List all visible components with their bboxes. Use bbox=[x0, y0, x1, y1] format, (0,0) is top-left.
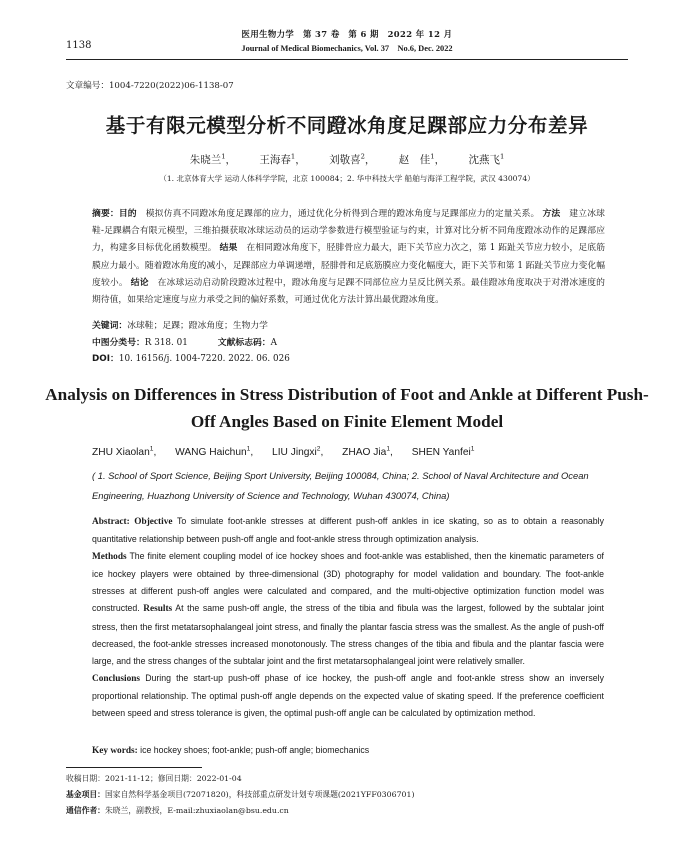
objective-cn: 模拟仿真不同蹬冰角度足踝部的应力，通过优化分析得到合理的蹬冰角度与足踝部应力的定量关系。 bbox=[136, 209, 540, 219]
running-header bbox=[66, 26, 628, 60]
keywords-cn: 关键词：冰球鞋；足踝；蹬冰角度；生物力学 bbox=[92, 321, 268, 331]
methods-cn: 建立冰球鞋-足踝耦合有限元模型，三维拍摄获取冰球运动员的运动学参数进行模型验证与约束，计算对比分析不同角度蹬冰动作的足踝部应力，构建多目标优化函数模型。 bbox=[92, 209, 605, 254]
affiliations-en: ( 1. School of Sport Science, Beijing Sport University, Beijing 100084, China; 2. School of Naval Architecture and Ocean Engineering, Huazhong University of Science and Technology, Wuhan 430074, China) bbox=[92, 470, 589, 501]
clc-value: R 318. 01 bbox=[144, 338, 188, 348]
author-en: SHEN Yanfei$^1$ bbox=[411, 445, 475, 458]
doi: DOI：10. 16156/j. 1004-7220. 2022. 06. 026 bbox=[92, 354, 290, 364]
classification-line bbox=[92, 336, 605, 351]
conclusions-cn: 在冰球运动启动阶段蹬冰过程中，蹬冰角度与足踝不同部位应力呈反比例关系。最佳蹬冰角度取决于对滑冰速度的期待值，如果给定速度与应力承受之间的偏好系数，可通过优化方法计算出最优蹬冰角度。 bbox=[92, 277, 605, 306]
page-number: 1138 bbox=[66, 40, 92, 51]
doc-code-value: A bbox=[270, 338, 277, 348]
author-en: WANG Haichun$^1$, bbox=[175, 445, 254, 458]
conclusions-en: During the start-up push-off phase of ice hockey, the push-off angle and foot-ankle stress show an inversely proportional relationship. The optimal push-off angle depends on the expected value of skating speed. If the preference coefficient between speed and stress tolerance is given, the optimal push-off angle can be calculated by optimization method. bbox=[92, 672, 604, 719]
journal-name-en: Journal of Medical Biomechanics, Vol. 37 No.6, Dec. 2022 bbox=[241, 44, 453, 53]
keywords-en: Key words: ice hockey shoes; foot-ankle; push-off angle; biomechanics bbox=[92, 745, 370, 756]
methods-en: The finite element coupling model of ice hockey shoes and foot-ankle was established, then the kinematic parameters of ice hockey players were obtained by three-dimensional (3D) photography for model validation and boundary. The foot-ankle stresses at different push-off angles were calculated and compared, and the multi-objective optimization function model was constructed. bbox=[92, 551, 604, 614]
methods-label-en: Methods bbox=[92, 552, 127, 563]
objective-en: To simulate foot-ankle stresses at different push-off ankles in ice skating, so as to obtain a reasonably quantitative relationship between push-off angle and foot-ankle stress through optimization analysis. bbox=[92, 516, 604, 545]
results-cn: 在相同蹬冰角度下，胫腓骨应力最大，距下关节应力次之，第 1 跖趾关节应力较小，足底筋膜应力最小。随着蹬冰角度的减小，足踝部应力单调递增，胫腓骨和足底筋膜应力变化幅度大，距下关节和第 1 跖趾关节应力变化幅度较小。 bbox=[92, 243, 605, 288]
footnote-rule bbox=[66, 767, 202, 768]
results-en: At the same push-off angle, the stress of the tibia and fibula was the largest, followed by the subtalar joint stress, then the first metatarsophalangeal joint stress, and finally the plantar fascia stress was the smallest. As the angle of push-off decreased, the foot-ankle stresses increased monotonously. The stress changes of the tibia and fibula and the plantar fascia were large, and the stress changes of the subtalar joint and the first metatarsophalangeal joint were relatively smaller. bbox=[92, 603, 604, 666]
objective-label-en: Objective bbox=[134, 517, 173, 527]
results-label-en: Results bbox=[143, 604, 173, 615]
clc-label: 中图分类号： bbox=[92, 338, 145, 348]
author-cn: 朱晓兰$^1$， bbox=[189, 152, 237, 166]
results-label-cn: 结果 bbox=[219, 243, 238, 254]
authors-en bbox=[92, 447, 490, 458]
abstract-label-en: Abstract: bbox=[92, 517, 130, 527]
author-cn: 刘敬喜$^2$， bbox=[329, 152, 376, 166]
author-en: ZHU Xiaolan$^1$, bbox=[92, 445, 157, 458]
author-cn: 沈燕飞$^1$ bbox=[468, 152, 505, 166]
title-en: Analysis on Differences in Stress Distribution of Foot and Ankle at Different Push-Off Angles Based on Finite Element Model bbox=[45, 385, 649, 431]
abstract-cn bbox=[92, 206, 605, 309]
journal-name-cn: 医用生物力学 第 37 卷 第 6 期 2022 年 12 月 bbox=[241, 29, 453, 39]
footnote-dates: 收稿日期：2021-11-12；修回日期：2022-01-04 bbox=[66, 774, 242, 783]
objective-label-cn: 目的 bbox=[118, 209, 137, 219]
affiliations-cn: （1. 北京体育大学 运动人体科学学院，北京 100084；2. 华中科技大学 船舶与海洋工程学院，武汉 430074） bbox=[159, 174, 535, 183]
article-number: 文章编号：1004-7220(2022)06-1138-07 bbox=[66, 81, 234, 91]
conclusions-label-cn: 结论 bbox=[130, 277, 149, 288]
conclusions-label-en: Conclusions bbox=[92, 673, 141, 684]
methods-label-cn: 方法 bbox=[542, 209, 561, 219]
header-rule bbox=[66, 59, 628, 60]
author-cn: 王海春$^1$， bbox=[259, 152, 306, 166]
authors-cn bbox=[0, 152, 694, 167]
footnote-funding: 基金项目：国家自然科学基金项目(72071820)，科技部重点研发计划专项课题(2021YFF0306701) bbox=[66, 790, 415, 799]
title-cn: 基于有限元模型分析不同蹬冰角度足踝部应力分布差异 bbox=[105, 114, 589, 137]
author-cn: 赵 佳$^1$， bbox=[398, 152, 446, 166]
abstract-label-cn: 摘要： bbox=[92, 209, 119, 219]
doc-code-label: 文献标志码： bbox=[217, 338, 271, 348]
author-en: ZHAO Jia$^1$, bbox=[342, 445, 393, 458]
abstract-en bbox=[92, 513, 604, 722]
author-en: LIU Jingxi$^2$, bbox=[272, 445, 324, 458]
footnote-correspondence: 通信作者：朱晓兰，副教授，E-mail:zhuxiaolan@bsu.edu.cn bbox=[66, 806, 289, 815]
